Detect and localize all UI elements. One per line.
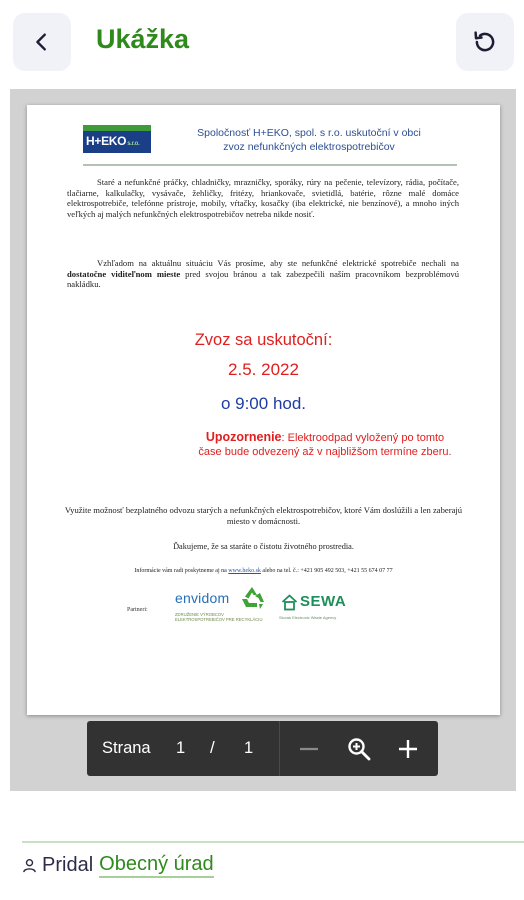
partners-label: Partneri:	[127, 607, 148, 613]
sewa-logo: SEWA Slovak Electronic Waste Agency	[279, 593, 347, 620]
house-icon	[281, 594, 298, 611]
refresh-icon	[470, 27, 500, 57]
zoom-in-button[interactable]	[393, 734, 423, 764]
plus-icon	[397, 738, 419, 760]
minus-icon	[298, 738, 320, 760]
current-page[interactable]: 1	[176, 739, 186, 757]
user-icon	[22, 857, 38, 873]
app-header	[0, 0, 524, 86]
refresh-button[interactable]	[456, 13, 514, 71]
document-page	[27, 105, 500, 715]
page-label: Strana	[102, 739, 151, 757]
warning-notice: Upozornenie: Elektroodpad vyložený po tomto čase bude odvezený až v najbližšom termíne zberu.	[198, 430, 452, 458]
zoom-icon	[346, 736, 372, 762]
zoom-out-button[interactable]	[294, 734, 324, 764]
intro-paragraph: Staré a nefunkčné práčky, chladničky, mrazničky, sporáky, rúry na pečenie, televízory, rádia, počítače, tlačiarne, kalkulačky, vysávače, žehličky, fritézy, hriankovače, svietidlá, batérie, rôzne malé domáce elektrospotrebiče, telefónne prístroje, mobily, vŕtačky, kosačky (iba elektrické, nie benzínové), a mnoho iných veľkých aj malých nefunkčných elektrospotrebičov netreba nikde nosiť.	[67, 177, 459, 219]
company-line-2: zvoz nefunkčných elektrospotrebičov	[223, 141, 395, 153]
company-line-1: Spoločnosť H+EKO, spol. s r.o. uskutoční v obci	[197, 127, 421, 139]
zoom-fit-button[interactable]	[344, 734, 374, 764]
toolbar-divider	[279, 721, 280, 776]
pager-toolbar	[87, 721, 438, 776]
thanks-paragraph: Ďakujeme, že sa staráte o čistotu životného prostredia.	[173, 542, 354, 551]
pickup-time: o 9:00 hod.	[220, 394, 307, 413]
page-separator: /	[210, 738, 215, 757]
envidom-logo: envidom ZDRUŽENIE VÝROBCOV ELEKTROSPOTREBIČOV PRE RECYKLÁCIU	[175, 590, 263, 622]
request-paragraph: Vzhľadom na aktuálnu situáciu Vás prosíme, aby ste nefunkčné elektrické spotrebiče nechali na dostatočne viditeľnom mieste pred svojou bránou a tak zabezpečili naším pracovníkom bezproblémovú nakládku.	[67, 258, 459, 290]
author-footer	[22, 853, 214, 877]
contact-info: Informácie vám radi poskytneme aj na www.heko.sk alebo na tel. č.: +421 905 492 503, +421 55 674 07 77	[134, 568, 393, 574]
pdf-viewer[interactable]	[10, 89, 516, 791]
pickup-heading: Zvoz sa uskutoční:	[194, 331, 333, 349]
total-pages: 1	[244, 739, 254, 757]
header-divider	[83, 164, 457, 166]
website-link[interactable]: www.heko.sk	[228, 568, 261, 574]
page-title: Ukážka	[96, 24, 190, 54]
document-header	[83, 125, 457, 161]
pickup-date: 2.5. 2022	[228, 360, 299, 379]
added-by-label: Pridal	[42, 853, 94, 876]
author-link[interactable]: Obecný úrad	[99, 853, 214, 878]
footer-divider	[22, 841, 524, 843]
back-button[interactable]	[13, 13, 71, 71]
offer-paragraph: Využite možnosť bezplatného odvozu starých a nefunkčných elektrospotrebičov, ktoré Vám doslúžili a len zaberajú miesto v domácnosti.	[64, 505, 463, 526]
chevron-left-icon	[31, 31, 53, 53]
heko-logo: H+EKOs.r.o.	[83, 125, 151, 153]
recycle-icon	[238, 585, 266, 611]
